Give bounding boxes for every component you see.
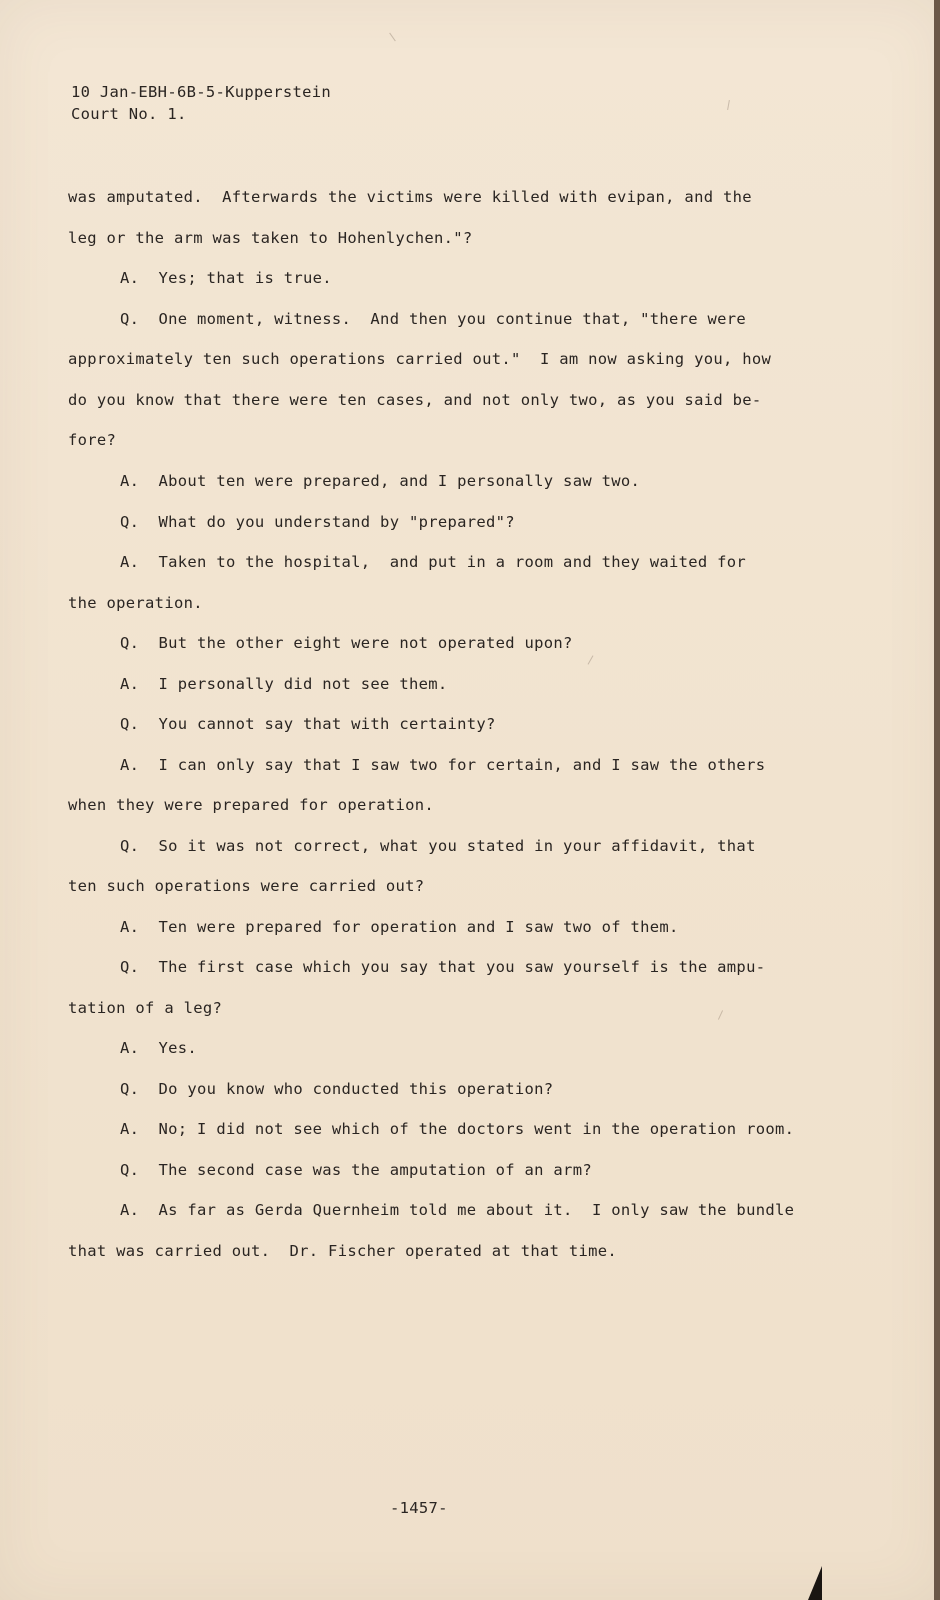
text-line: tation of a leg? [68, 999, 223, 1017]
text-line: A. About ten were prepared, and I personally saw two. [120, 472, 641, 490]
text-line: Q. One moment, witness. And then you continue that, "there were [120, 310, 747, 328]
text-line: Q. Do you know who conducted this operation? [120, 1080, 554, 1098]
text-line: Q. But the other eight were not operated upon? [120, 634, 573, 652]
text-line: ten such operations were carried out? [68, 877, 425, 895]
text-line: when they were prepared for operation. [68, 796, 435, 814]
page-number: -1457- [390, 1499, 448, 1517]
text-line: Q. The first case which you say that you saw yourself is the ampu- [120, 958, 766, 976]
text-line: A. As far as Gerda Quernheim told me about it. I only saw the bundle [120, 1201, 795, 1219]
text-line: Q. So it was not correct, what you stated in your affidavit, that [120, 837, 756, 855]
page-edge [934, 0, 940, 1600]
text-line: Q. You cannot say that with certainty? [120, 715, 496, 733]
text-line: A. Yes. [120, 1039, 198, 1057]
text-line: the operation. [68, 594, 203, 612]
text-line: that was carried out. Dr. Fischer operated at that time. [68, 1242, 618, 1260]
text-line: approximately ten such operations carried out." I am now asking you, how [68, 350, 772, 368]
text-line: do you know that there were ten cases, and not only two, as you said be- [68, 391, 762, 409]
text-line: A. Yes; that is true. [120, 269, 332, 287]
text-line: A. Taken to the hospital, and put in a room and they waited for [120, 553, 747, 571]
text-line: Q. The second case was the amputation of an arm? [120, 1161, 592, 1179]
text-line: leg or the arm was taken to Hohenlychen."? [68, 229, 473, 247]
text-line: A. I personally did not see them. [120, 675, 448, 693]
text-line: Q. What do you understand by "prepared"? [120, 513, 515, 531]
torn-corner [794, 1566, 822, 1600]
text-line: fore? [68, 431, 117, 449]
header-line-1: 10 Jan-EBH-6B-5-Kupperstein [71, 83, 332, 101]
text-line: was amputated. Afterwards the victims were killed with evipan, and the [68, 188, 752, 206]
text-line: A. I can only say that I saw two for certain, and I saw the others [120, 756, 766, 774]
text-line: A. Ten were prepared for operation and I saw two of them. [120, 918, 679, 936]
header-line-2: Court No. 1. [71, 105, 187, 123]
text-line: A. No; I did not see which of the doctors went in the operation room. [120, 1120, 795, 1138]
